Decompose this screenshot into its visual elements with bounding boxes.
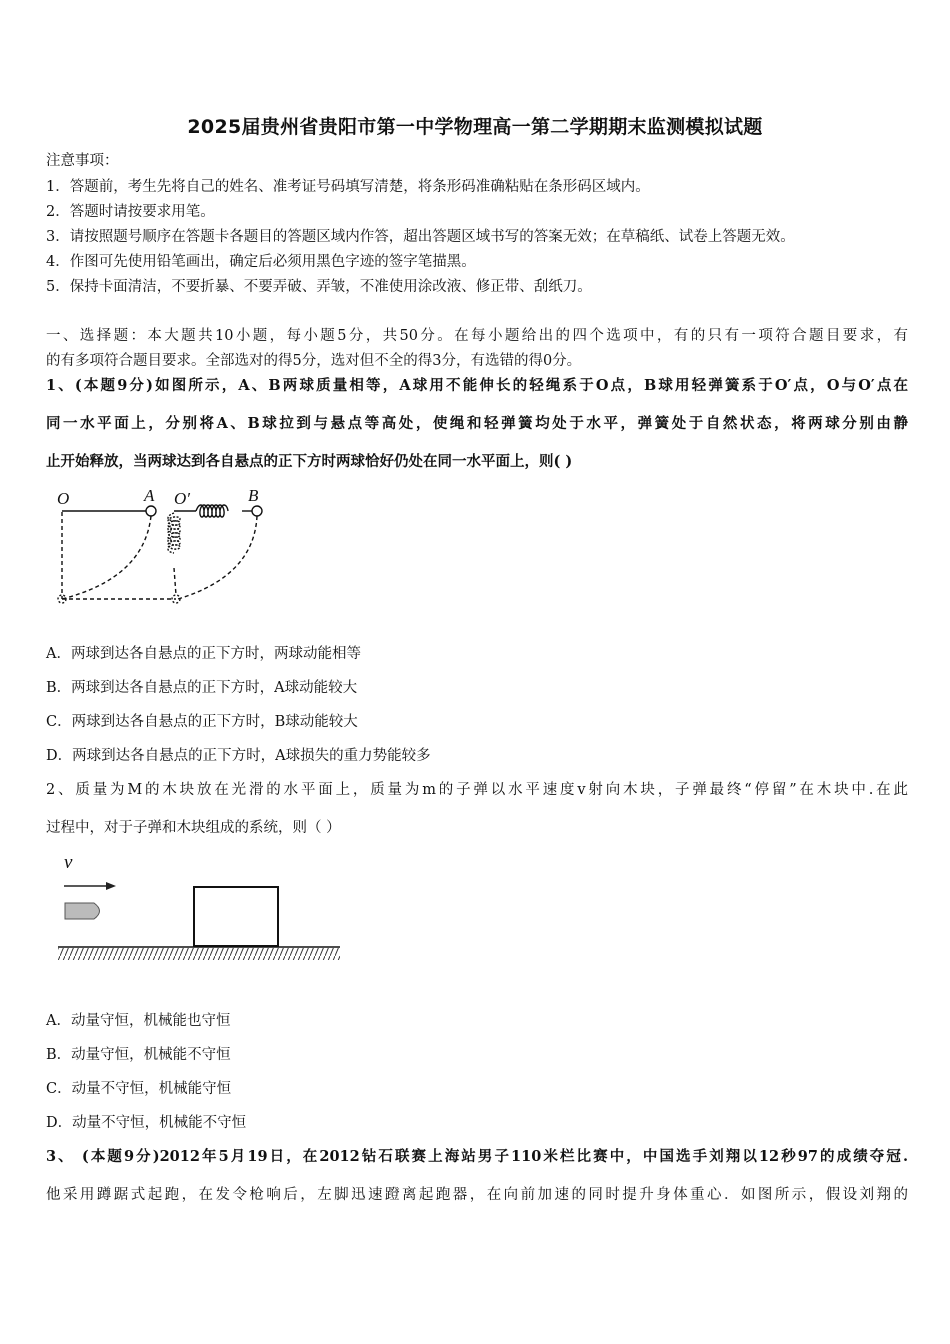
dashed-arc-A xyxy=(62,516,151,599)
question-1-option: C．两球到达各自悬点的正下方时，B球动能较大 xyxy=(46,714,358,730)
question-3-text: 3、 (本题9分)2012年5月19日，在2012钻石联赛上海站男子110米栏比赛中，中国选手刘翔以12秒97的成绩夺冠. xyxy=(46,1148,908,1165)
question-1-text: 止开始释放，当两球达到各自悬点的正下方时两球恰好仍处在同一水平面上，则( ) xyxy=(46,453,573,470)
section-intro-line: 一、选择题：本大题共10小题，每小题5分，共50分。在每小题给出的四个选项中，有的只有一项符合题目要求，有 xyxy=(46,328,908,344)
label-B: B xyxy=(248,486,259,505)
velocity-arrowhead xyxy=(106,882,116,890)
ball-B xyxy=(252,506,262,516)
question-2-option: D．动量不守恒，机械能不守恒 xyxy=(46,1115,247,1131)
question-1-text: 同一水平面上，分别将A、B球拉到与悬点等高处，使绳和轻弹簧均处于水平，弹簧处于自然状态，将两球分别由静 xyxy=(46,415,908,432)
question-1-option: B．两球到达各自悬点的正下方时，A球动能较大 xyxy=(46,680,358,696)
question-1-option: D．两球到达各自悬点的正下方时，A球损失的重力势能较多 xyxy=(46,748,431,764)
question-1-text: 1、(本题9分)如图所示，A、B两球质量相等，A球用不能伸长的轻绳系于O点，B球用轻弹簧系于O′点，O与O′点在 xyxy=(46,377,908,394)
notice-item: 1．答题前，考生先将自己的姓名、准考证号码填写清楚，将条形码准确粘贴在条形码区域内。 xyxy=(46,179,650,195)
question-2-text: 过程中，对于子弹和木块组成的系统，则（ ） xyxy=(46,820,341,836)
notice-item: 3．请按照题号顺序在答题卡各题目的答题区域内作答，超出答题区域书写的答案无效；在草稿纸、试卷上答题无效。 xyxy=(46,229,795,245)
question-2-text: 2、质量为M的木块放在光滑的水平面上，质量为m的子弹以水平速度v射向木块，子弹最终“停留”在木块中.在此 xyxy=(46,782,908,798)
bullet xyxy=(65,903,100,919)
wooden-block xyxy=(194,887,278,946)
question-2-option: B．动量守恒，机械能不守恒 xyxy=(46,1047,231,1063)
notice-heading: 注意事项： xyxy=(46,153,119,169)
label-O-prime: O′ xyxy=(174,489,190,508)
bullet-block-figure xyxy=(50,848,345,966)
notice-item: 4．作图可先使用铅笔画出，确定后必须用黑色字迹的签字笔描黑。 xyxy=(46,254,476,270)
question-1-option: A．两球到达各自悬点的正下方时，两球动能相等 xyxy=(46,646,361,662)
dashed-arc-B xyxy=(178,516,257,599)
page-title: 2025届贵州省贵阳市第一中学物理高一第二学期期末监测模拟试题 xyxy=(187,116,763,138)
question-2-option: A．动量守恒，机械能也守恒 xyxy=(46,1013,231,1029)
ground-hatch xyxy=(58,948,340,960)
question-3-text: 他采用蹲踞式起跑，在发令枪响后，左脚迅速蹬离起跑器，在向前加速的同时提升身体重心．如图所示，假设刘翔的 xyxy=(46,1187,908,1203)
spring-horizontal xyxy=(196,505,228,517)
notice-item: 2．答题时请按要求用笔。 xyxy=(46,204,215,220)
section-intro-line: 的有多项符合题目要求。全部选对的得5分，选对但不全的得3分，有选错的得0分。 xyxy=(46,353,582,369)
spring-vertical-dashed xyxy=(168,513,180,553)
pendulum-spring-figure xyxy=(48,482,280,610)
label-v: v xyxy=(64,852,73,873)
ball-A xyxy=(146,506,156,516)
notice-item: 5．保持卡面清洁，不要折暴、不要弄破、弄皱，不准使用涂改液、修正带、刮纸刀。 xyxy=(46,279,592,295)
question-2-option: C．动量不守恒，机械能守恒 xyxy=(46,1081,232,1097)
label-O: O xyxy=(57,489,70,508)
label-A: A xyxy=(144,486,155,505)
